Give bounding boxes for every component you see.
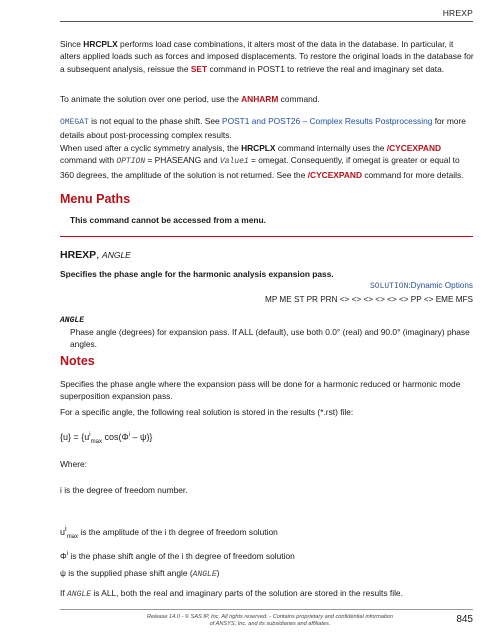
argument-ref: ANGLE [66,590,91,599]
notes-heading: Notes [60,354,95,368]
section-rule [60,236,473,237]
paragraph-hrcplx-loads: Since HRCPLX performs load case combinations, it alters most of the data in the database. In particular, it alters applied loads such as forces and imposed displacements. To restore the original loads in the database for a subsequent analysis, reissue the SET command in POST1 to retrieve the real and imaginary set data. [60,39,474,74]
paragraph-omegat: OMEGAT is not equal to the phase shift. See POST1 and POST26 – Complex Results Postprocessing for more details about post-processing complex results. [60,116,466,141]
command-ref: HRCPLX [241,143,276,153]
command-signature: HREXP, ANGLE [60,249,131,261]
argument-ref: OPTION [116,157,146,167]
command-link-cycexpand[interactable]: /CYCEXPAND [307,169,362,180]
argument-name: ANGLE [102,250,131,260]
complex-results-link[interactable]: POST1 and POST26 – Complex Results Postprocessing [221,116,433,126]
argument-ref: ANGLE [192,570,217,579]
footer-rule [60,609,473,610]
solution-label: SOLUTION [369,282,409,291]
menu-paths-heading: Menu Paths [60,192,131,206]
notes-paragraph: For a specific angle, the following real solution is stored in the results (*.rst) file: [60,407,354,417]
paragraph-anharm: To animate the solution over one period, use the ANHARM command. [60,94,320,104]
definition-psi: ψ is the supplied phase shift angle (ANGLE) [60,568,220,579]
argument-ref: Value1 [219,157,249,167]
menu-paths-text: This command cannot be accessed from a menu. [70,215,266,225]
definition-umax: $u^i_{max}$ is the amplitude of the i th degree of freedom solution [60,524,278,540]
notes-paragraph: Specifies the phase angle where the expansion pass will be done for a harmonic reduced or harmonic mode superposition expansion pass. [60,379,461,402]
command-link-anharm[interactable]: ANHARM [241,94,279,104]
argument-description: Phase angle (degrees) for expansion pass. If ALL (default), use both 0.0° (real) and 90.0° (imaginary) phase angles. [70,327,470,350]
solution-menu-line: SOLUTION:Dynamic Options [369,281,473,291]
command-purpose: Specifies the phase angle for the harmonic analysis expansion pass. [60,269,334,279]
paragraph-cyclic: When used after a cyclic symmetry analysis, the HRCPLX command internally uses the /CYCEXPAND command with OPTION = PHASEANG and Value1 = omegat. Consequently, if omegat is greater or equal to 360 degrees, the amplitude of the solution is not returned. See the /CYCEXPAND command for more details. [60,143,464,180]
where-label: Where: [60,459,87,469]
command-link-cycexpand[interactable]: /CYCEXPAND [386,143,442,153]
command-link-set[interactable]: SET [190,63,208,74]
definition-phi: $\Phi^i$ is the phase shift angle of the i th degree of freedom solution [60,550,295,561]
argument-term: ANGLE [60,316,85,325]
footer-copyright: Release 14.0 - © SAS IP, Inc. All rights reserved. - Contains proprietary and confidential information of ANSYS, Inc. and its subsidiaries and affiliates. [146,614,394,627]
dynamic-options-link[interactable]: Dynamic Options [410,281,473,290]
definition-i: i is the degree of freedom number. [60,485,188,495]
argument-ref: OMEGAT [60,118,89,127]
product-codes: MP ME ST PR PRN <> <> <> <> <> <> PP <> EME MFS [265,295,473,304]
command-ref: HRCPLX [83,39,118,49]
notes-all-paragraph: If ANGLE is ALL, both the real and imaginary parts of the solution are stored in the results file. [60,588,403,599]
command-name: HREXP [60,249,97,261]
running-head: HREXP [442,8,473,18]
page-number: 845 [456,614,473,625]
solution-equation: $\{u\} = \{u^i_{max}$ $\cos(\Phi^i - \psi)$} [60,432,153,445]
header-rule [60,21,473,22]
